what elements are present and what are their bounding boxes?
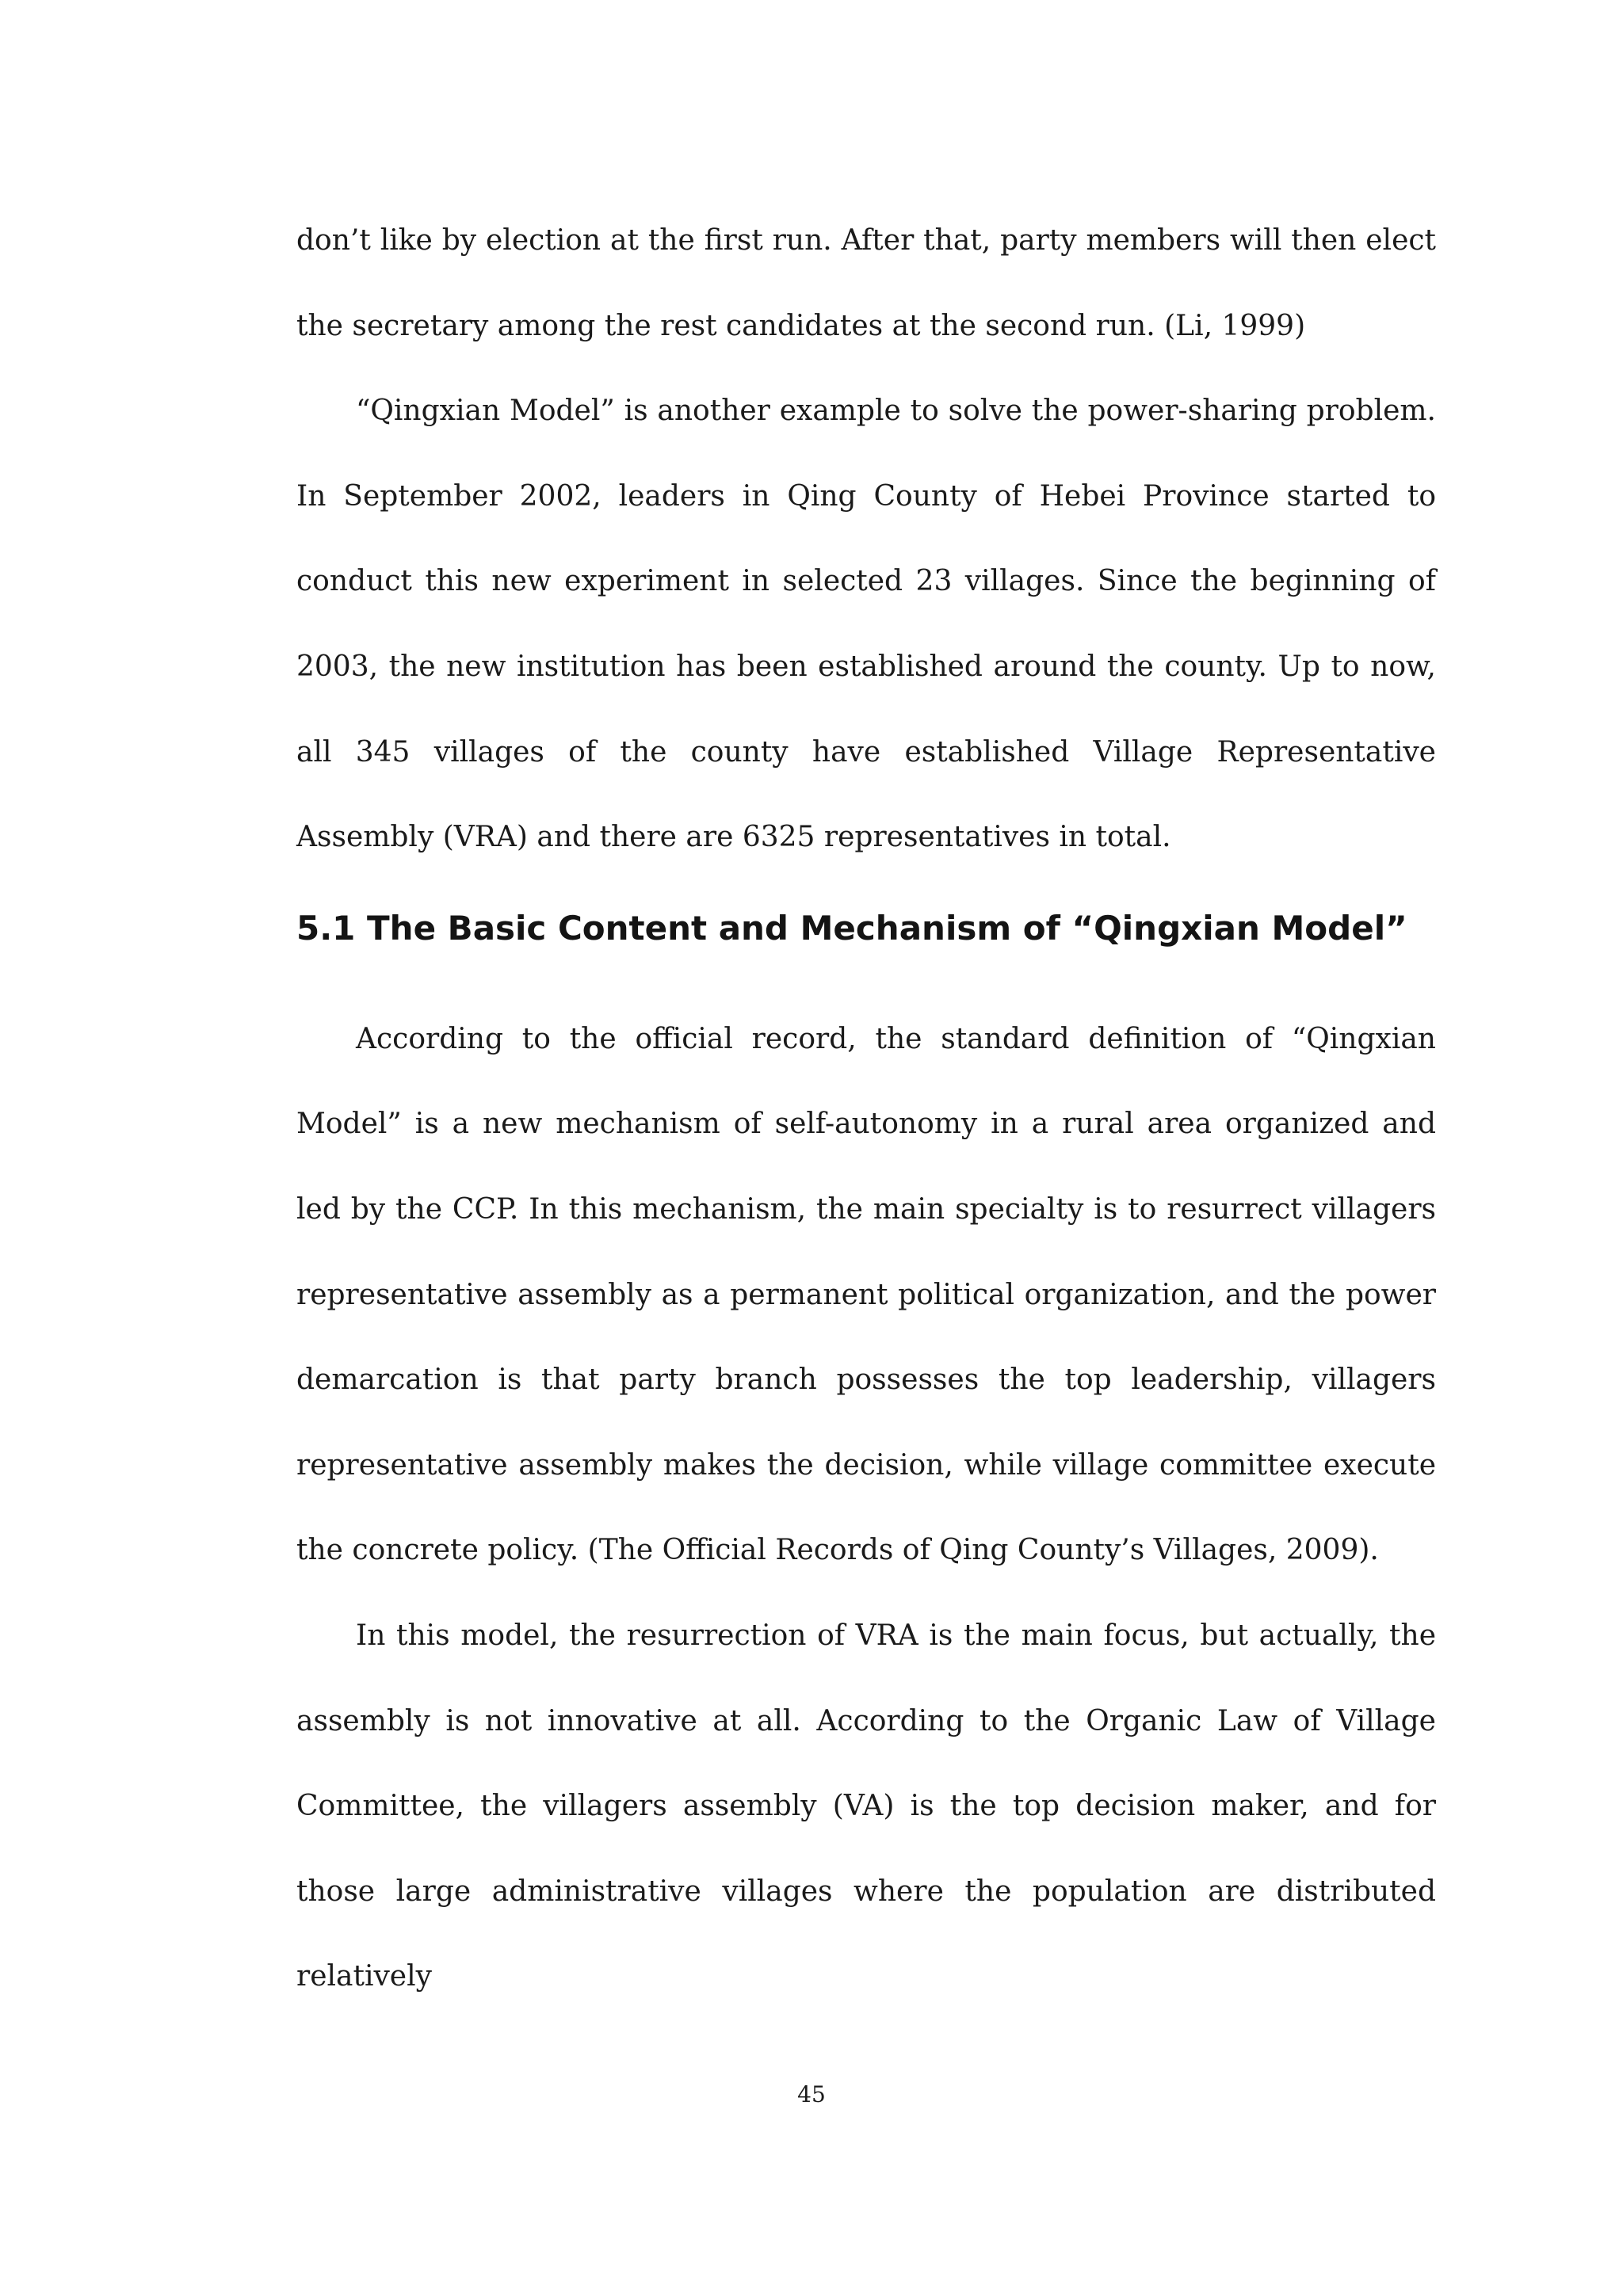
page-number: 45 — [797, 2081, 826, 2107]
paragraph-definition: According to the official record, the standard definition of “Qingxian Model” is a new mechanism of self-autonomy in a rural area organized and led by the CCP. In this mechanism, the main specialty is to resurrect villagers representative assembly as a permanent political organization, and the power demarcation is that party branch possesses the top leadership, villagers representative assembly makes the decision, while village committee execute the concrete policy. (The Official Records of Qing County’s Villages, 2009). — [296, 1022, 1436, 1567]
paragraph-continued: don’t like by election at the first run. After that, party members will then elect the secretary among the rest candidates at the second run. (Li, 1999) — [296, 224, 1436, 342]
body-text — [296, 198, 1436, 2019]
section-heading: 5.1 The Basic Content and Mechanism of “Qingxian Model” — [296, 908, 1407, 948]
paragraph-qingxian-intro: “Qingxian Model” is another example to solve the power-sharing problem. In September 2002, leaders in Qing County of Hebei Province started to conduct this new experiment in selected 23 villages. Since the beginning of 2003, the new institution has been established around the county. Up to now, all 345 villages of the county have established Village Representative Assembly (VRA) and there are 6325 representatives in total. — [296, 395, 1436, 854]
paragraph-resurrection: In this model, the resurrection of VRA is the main focus, but actually, the assembly is not innovative at all. According to the Organic Law of Village Committee, the villagers assembly (VA) is the top decision maker, and for those large administrative villages where the population are distributed relatively — [296, 1619, 1436, 1993]
